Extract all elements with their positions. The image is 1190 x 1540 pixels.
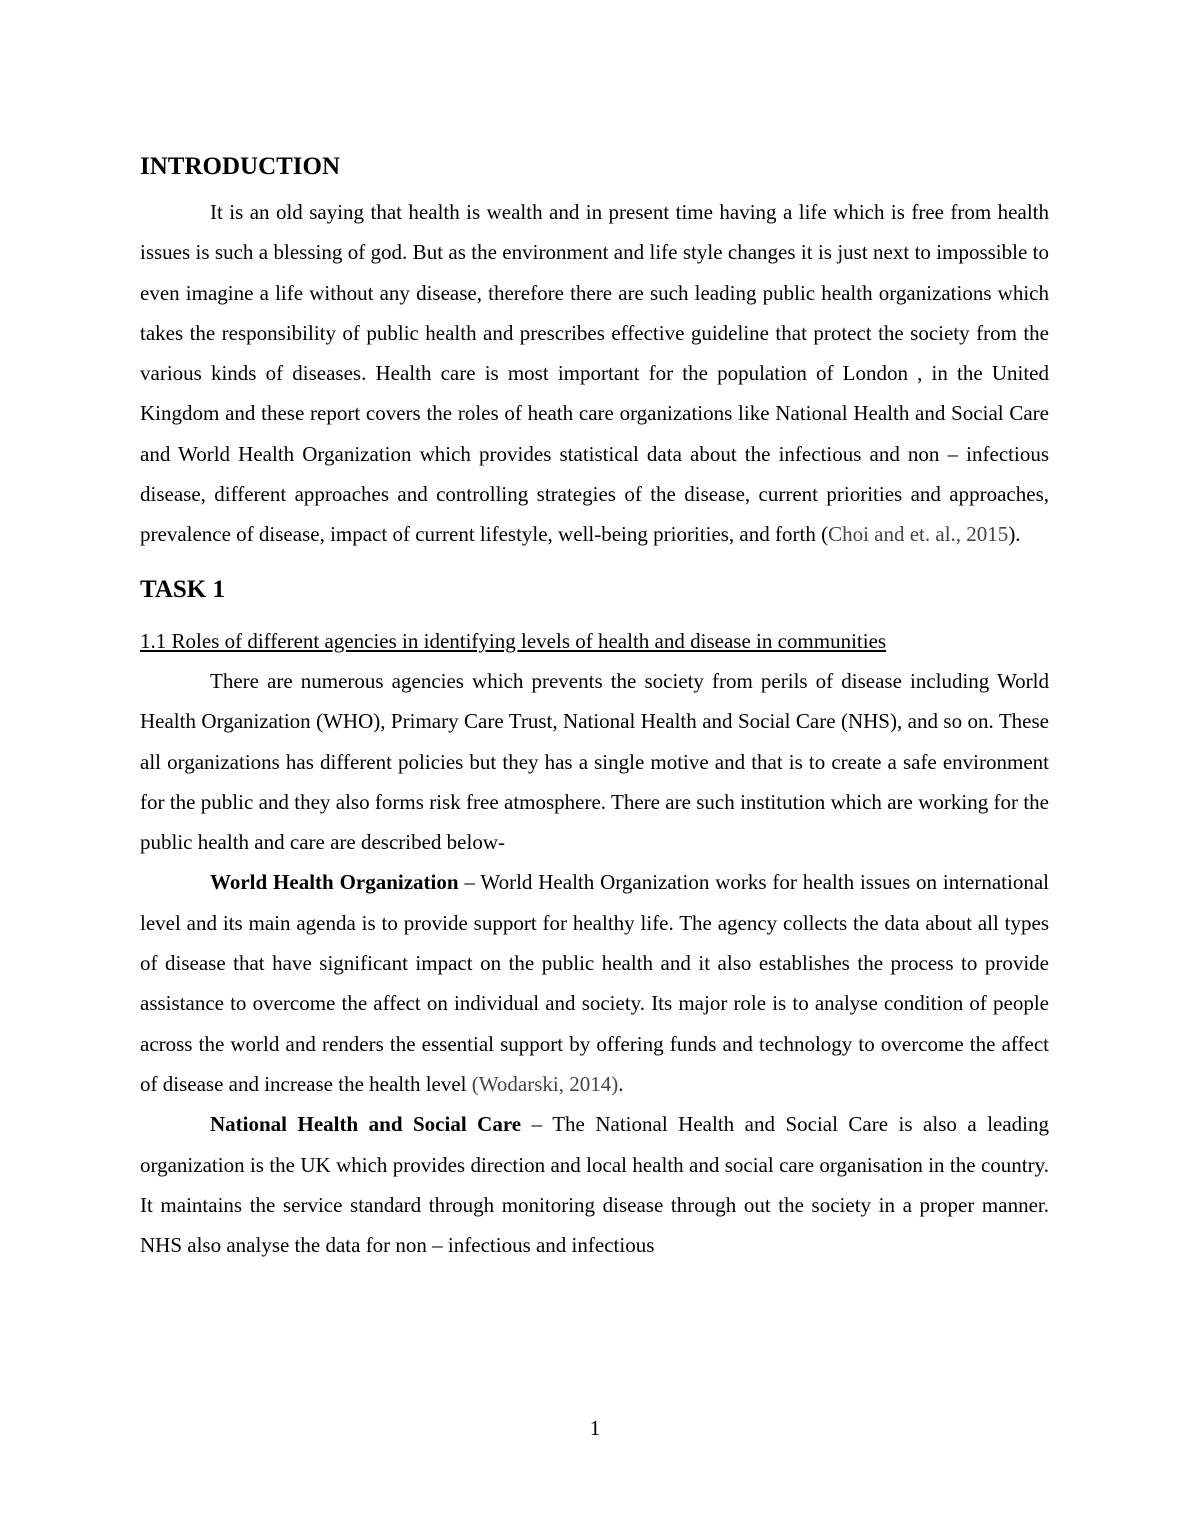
who-term: World Health Organization [210, 870, 459, 895]
document-page [140, 148, 1049, 1265]
who-paragraph [140, 862, 1049, 1104]
agencies-paragraph: There are numerous agencies which prevents the society from perils of disease including World Health Organization (WHO), Primary Care Trust, National Health and Social Care (NHS), and so on. These all organizations has different policies but they has a single motive and that is to create a safe environment for the public and they also forms risk free atmosphere. There are such institution which are working for the public health and care are described below- [140, 668, 1049, 855]
nhs-term: National Health and Social Care [210, 1112, 522, 1137]
nhs-text: – The National Health and Social Care is also a leading organization is the UK which provides direction and local health and social care organisation in the country. It maintains the service standard through monitoring disease through out the society in a proper manner. NHS also analyse the data for non – infectious and infectious [140, 1112, 1050, 1258]
introduction-text: It is an old saying that health is wealth and in present time having a life which is free from health issues is such a blessing of god. But as the environment and life style changes it is just next to impossible to even imagine a life without any disease, therefore there are such leading public health organizations which takes the responsibility of public health and prescribes effective guideline that protect the society from the various kinds of diseases. Health care is most important for the population of London , in the United Kingdom and these report covers the roles of heath care organizations like National Health and Social Care and World Health Organization which provides statistical data about the infectious and non – infectious disease, different approaches and controlling strategies of the disease, current priorities and approaches, prevalence of disease, impact of current lifestyle, well-being priorities, and forth ( [140, 200, 1049, 547]
introduction-citation: Choi and et. al., 2015 [828, 522, 1009, 547]
nhs-paragraph [140, 1104, 1049, 1265]
who-closing: . [618, 1071, 624, 1096]
who-citation: (Wodarski, 2014) [471, 1071, 619, 1096]
introduction-paragraph [140, 192, 1049, 555]
task-1-heading: TASK 1 [140, 575, 225, 603]
page-number: 1 [589, 1416, 601, 1440]
section-1-1-subheading: 1.1 Roles of different agencies in identifying levels of health and disease in communities [140, 628, 887, 653]
introduction-heading: INTRODUCTION [140, 153, 341, 180]
who-text: – World Health Organization works for health issues on international level and its main agenda is to provide support for healthy life. The agency collects the data about all types of disease that have significant impact on the public health and it also establishes the process to provide assistance to overcome the affect on individual and society. Its major role is to analyse condition of people across the world and renders the essential support by offering funds and technology to overcome the affect of disease and increase the health level [140, 870, 1049, 1096]
introduction-closing: ). [1008, 522, 1021, 547]
